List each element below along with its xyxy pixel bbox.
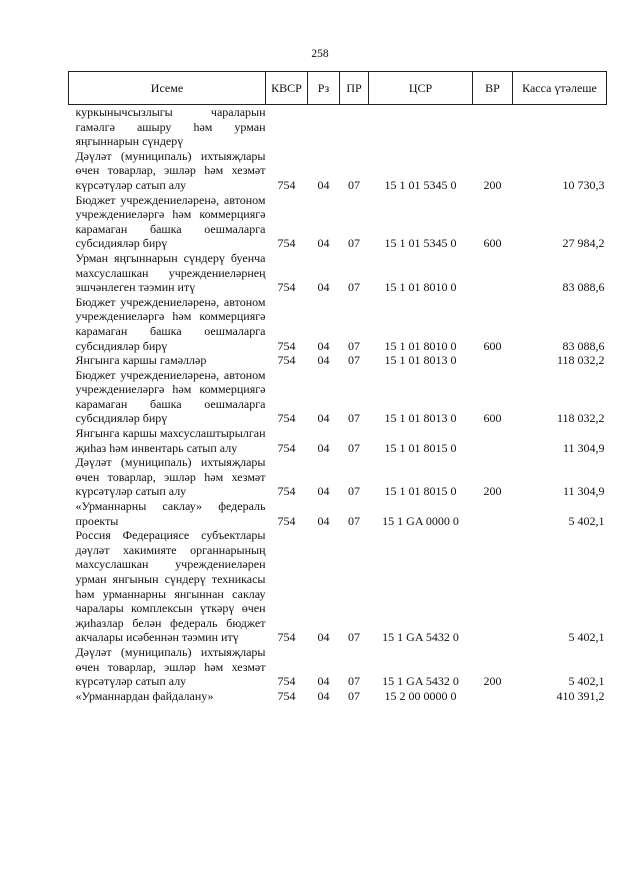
row-kvsr: 754: [277, 353, 296, 368]
row-pr: 07: [348, 484, 360, 499]
budget-table: [68, 71, 607, 703]
table-row: [69, 499, 607, 528]
row-csr: 15 2 00 0000 0: [384, 688, 457, 703]
row-vr: [473, 499, 513, 528]
row-vr: 600: [483, 236, 502, 251]
row-rz: 04: [317, 484, 330, 499]
row-name: куркынычсызлыгы чараларын гамәлгә ашыру һәм урман яңгыннарын сүндерү: [75, 105, 266, 149]
row-kassa: 5 402,1: [568, 674, 605, 689]
table-row: [69, 368, 607, 426]
row-rz: 04: [317, 338, 330, 353]
row-name: Урман яңгыннарын сүндерү буенча махсуслашкан учреждениеләрнең эшчәнлеген тәэмин итү: [75, 250, 266, 295]
row-csr: [369, 105, 473, 149]
row-kassa: 11 304,9: [562, 484, 605, 499]
row-csr: 15 1 GA 0000 0: [382, 513, 459, 528]
table-row: [69, 149, 607, 193]
row-kvsr: 754: [277, 630, 296, 645]
row-name: Бюджет учреждениеләренә, автоном учреждениеләргә һәм коммерциягә карамаган башка оешмаларга субсидияләр бирү: [75, 192, 266, 251]
row-csr: 15 1 GA 5432 0: [382, 630, 459, 645]
table-header-row: [69, 72, 607, 105]
row-rz: 04: [317, 353, 330, 368]
row-kvsr: 754: [277, 177, 296, 192]
row-vr: [473, 251, 513, 295]
row-kvsr: 754: [277, 236, 296, 251]
table-row: [69, 426, 607, 455]
row-kassa: 11 304,9: [562, 440, 605, 455]
table-row: [69, 455, 607, 499]
row-kvsr: 754: [277, 513, 296, 528]
row-kvsr: 754: [277, 411, 296, 426]
row-kassa: 10 730,3: [562, 177, 605, 192]
row-pr: 07: [348, 440, 360, 455]
header-csr: ЦСР: [369, 72, 473, 105]
row-rz: 04: [317, 280, 330, 295]
row-rz: 04: [317, 513, 330, 528]
row-kvsr: 754: [277, 688, 296, 703]
row-csr: 15 1 01 8015 0: [384, 484, 457, 499]
header-kassa: Касса үтәлеше: [513, 72, 607, 105]
row-vr: [473, 426, 513, 455]
row-rz: 04: [317, 674, 330, 689]
row-kassa: 5 402,1: [568, 513, 605, 528]
row-vr: 200: [483, 484, 502, 499]
row-pr: 07: [348, 630, 360, 645]
row-csr: 15 1 GA 5432 0: [382, 674, 459, 689]
row-rz: 04: [317, 236, 330, 251]
row-pr: 07: [348, 338, 360, 353]
row-name: Дәүләт (муниципаль) ихтыяҗлары өчен товарлар, эшләр һәм хезмәт күрсәтүләр сатып алу: [75, 148, 266, 192]
row-csr: 15 1 01 8010 0: [384, 338, 457, 353]
row-name: Янгынга каршы гамәлләр: [75, 353, 207, 368]
row-kvsr: 754: [277, 484, 296, 499]
row-name: «Урманнарны саклау» федераль проекты: [75, 499, 266, 528]
table-row: [69, 689, 607, 704]
header-kvsr: КВСР: [266, 72, 308, 105]
row-pr: 07: [348, 513, 360, 528]
row-rz: 04: [317, 688, 330, 703]
header-rz: Рз: [308, 72, 340, 105]
row-vr: [473, 689, 513, 704]
row-kvsr: 754: [277, 280, 296, 295]
row-name: Дәүләт (муниципаль) ихтыяҗлары өчен товарлар, эшләр һәм хезмәт күрсәтүләр сатып алу: [75, 644, 266, 689]
table-row: [69, 528, 607, 645]
row-vr: [473, 528, 513, 645]
row-pr: 07: [348, 177, 360, 192]
row-csr: 15 1 01 8010 0: [384, 280, 457, 295]
row-kassa: 27 984,2: [562, 236, 605, 251]
row-rz: [308, 105, 340, 149]
table-row: [69, 193, 607, 251]
row-pr: 07: [348, 674, 360, 689]
row-name: Янгынга каршы махсуслаштырылган җиһаз һәм инвентарь сатып алу: [75, 426, 266, 455]
row-kassa: [513, 105, 607, 149]
row-vr: [473, 105, 513, 149]
row-csr: 15 1 01 5345 0: [384, 177, 457, 192]
row-kassa: 5 402,1: [568, 630, 605, 645]
row-kassa: 83 088,6: [562, 280, 605, 295]
row-kassa: 118 032,2: [556, 353, 605, 368]
header-pr: ПР: [340, 72, 369, 105]
row-rz: 04: [317, 177, 330, 192]
header-name: Исеме: [69, 72, 266, 105]
page-number: 258: [311, 48, 329, 60]
table-row: [69, 353, 607, 368]
row-vr: [473, 353, 513, 368]
row-kvsr: 754: [277, 338, 296, 353]
row-kvsr: 754: [277, 440, 296, 455]
header-vr: ВР: [473, 72, 513, 105]
row-pr: 07: [348, 688, 360, 703]
row-vr: 200: [483, 177, 502, 192]
row-csr: 15 1 01 5345 0: [384, 236, 457, 251]
row-name: Бюджет учреждениеләренә, автоном учреждениеләргә һәм коммерциягә карамаган башка оешмаларга субсидияләр бирү: [75, 367, 266, 426]
row-rz: 04: [317, 411, 330, 426]
table-row: [69, 251, 607, 295]
table-row: [69, 295, 607, 353]
row-vr: 200: [483, 674, 502, 689]
row-pr: 07: [348, 280, 360, 295]
row-kvsr: [266, 105, 308, 149]
table-row: [69, 645, 607, 689]
row-vr: 600: [483, 411, 502, 426]
row-vr: 600: [483, 338, 502, 353]
row-kassa: 410 391,2: [556, 688, 605, 703]
row-name: «Урманнардан файдалану»: [75, 688, 214, 703]
row-pr: [340, 105, 369, 149]
row-pr: 07: [348, 411, 360, 426]
row-name: Россия Федерациясе субъектлары дәүләт хакимияте органнарының махсуслашкан учреждениеләрен урман янгынын сүндерү техникасы һәм урманнарны янгыннан саклау чаралары комплексын үткәрү өчен җиһазлар белән федераль бюджет акчалары исәбеннән тәэмин итү: [75, 528, 266, 645]
row-kvsr: 754: [277, 674, 296, 689]
row-rz: 04: [317, 440, 330, 455]
row-csr: 15 1 01 8013 0: [384, 353, 457, 368]
table-body: [69, 105, 607, 704]
row-kassa: 83 088,6: [562, 338, 605, 353]
row-pr: 07: [348, 236, 360, 251]
row-csr: 15 1 01 8013 0: [384, 411, 457, 426]
row-rz: 04: [317, 630, 330, 645]
row-csr: 15 1 01 8015 0: [384, 440, 457, 455]
table-row: [69, 105, 607, 149]
row-name: Дәүләт (муниципаль) ихтыяҗлары өчен товарлар, эшләр һәм хезмәт күрсәтүләр сатып алу: [75, 455, 266, 499]
row-kassa: 118 032,2: [556, 411, 605, 426]
row-pr: 07: [348, 353, 360, 368]
row-name: Бюджет учреждениеләренә, автоном учреждениеләргә һәм коммерциягә карамаган башка оешмаларга субсидияләр бирү: [75, 294, 266, 353]
